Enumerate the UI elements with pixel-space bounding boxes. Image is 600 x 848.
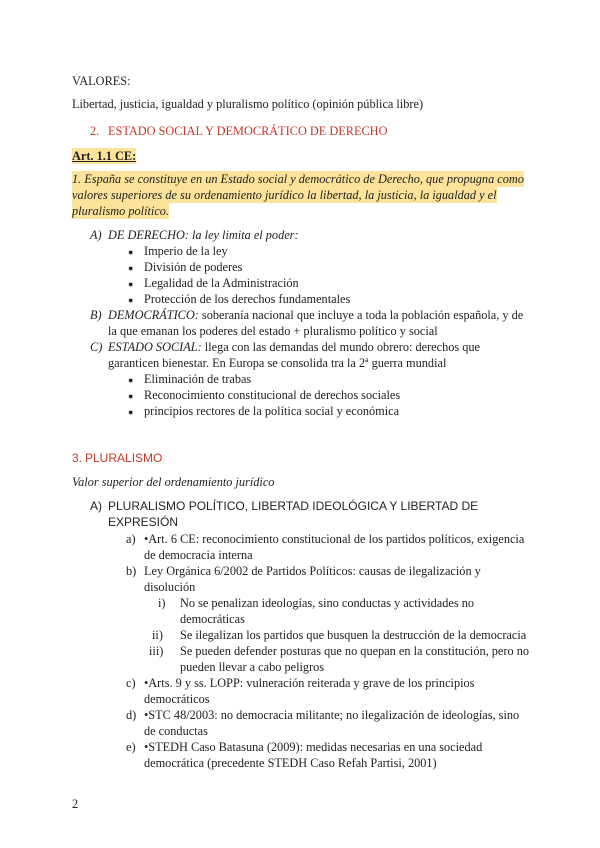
list-b-line-1 bbox=[108, 307, 523, 323]
section2-title: ESTADO SOCIAL Y DEMOCRÁTICO DE DERECHO bbox=[108, 124, 388, 138]
item-c-line-2: democráticos bbox=[144, 692, 210, 706]
roman-i-line-1: No se penalizan ideologías, sino conductas y actividades no bbox=[180, 596, 475, 610]
list-a-marker: A) bbox=[90, 228, 102, 242]
roman-i-line-2: democráticas bbox=[180, 612, 245, 626]
roman-ii-marker: ii) bbox=[152, 628, 163, 642]
section3-subtitle: Valor superior del ordenamiento jurídico bbox=[72, 475, 275, 489]
item-a-line-1: •Art. 6 CE: reconocimiento constitucional de los partidos políticos, exigencia bbox=[144, 532, 525, 546]
item-e-marker: e) bbox=[126, 740, 136, 754]
list-a-bullet-4: Protección de los derechos fundamentales bbox=[144, 292, 351, 306]
constitution-quote-line-2: valores superiores de su ordenamiento jurídico la libertad, la justicia, la igualdad y el bbox=[72, 188, 497, 202]
valores-text: Libertad, justicia, igualdad y pluralismo político (opinión pública libre) bbox=[72, 97, 424, 111]
roman-iii-marker: iii) bbox=[149, 644, 164, 658]
item-b-marker: b) bbox=[126, 564, 137, 578]
bullet-icon: ● bbox=[128, 247, 134, 257]
bullet-icon: ● bbox=[128, 375, 134, 385]
item-a-line-2: de democracia interna bbox=[144, 548, 253, 562]
bullet-icon: ● bbox=[128, 263, 134, 273]
list-c-bullet-2: Reconocimiento constitucional de derechos sociales bbox=[144, 388, 401, 402]
list-c-marker: C) bbox=[90, 340, 103, 354]
item-a-marker: a) bbox=[126, 532, 136, 546]
list-b-line-2: la que emanan los poderes del estado + pluralismo político y social bbox=[108, 324, 438, 338]
list-b-text: soberanía nacional que incluye a toda la población española, y de bbox=[198, 308, 524, 322]
pluralismo-title-line-2: EXPRESIÓN bbox=[108, 515, 179, 529]
roman-ii-line-1: Se ilegalizan los partidos que busquen la destrucción de la democracia bbox=[180, 628, 527, 642]
bullet-icon: ● bbox=[128, 279, 134, 289]
item-c-line-1: •Arts. 9 y ss. LOPP: vulneración reiterada y grave de los principios bbox=[144, 676, 475, 690]
roman-i-marker: i) bbox=[158, 596, 166, 610]
item-b-line-2: disolución bbox=[144, 580, 196, 594]
item-d-line-2: de conductas bbox=[144, 724, 208, 738]
constitution-quote-line-3: pluralismo político. bbox=[72, 204, 170, 218]
list-a-label: DE DERECHO: la ley limita el poder: bbox=[108, 228, 299, 242]
section3-number: 3. bbox=[72, 451, 83, 465]
item-b-line-1: Ley Orgánica 6/2002 de Partidos Políticos: causas de ilegalización y bbox=[144, 564, 481, 578]
item-e-line-2: democrática (precedente STEDH Caso Refah Partisi, 2001) bbox=[144, 756, 437, 770]
item-d-marker: d) bbox=[126, 708, 137, 722]
constitution-quote-line-1: 1. España se constituye en un Estado social y democrático de Derecho, que propugna como bbox=[72, 172, 524, 186]
list-b-label: DEMOCRÁTICO: bbox=[108, 308, 199, 322]
valores-heading: VALORES: bbox=[72, 74, 131, 88]
list-c-text: llega con las demandas del mundo obrero: derechos que bbox=[201, 340, 481, 354]
list-a-bullet-3: Legalidad de la Administración bbox=[144, 276, 299, 290]
page-number: 2 bbox=[72, 797, 79, 811]
bullet-icon: ● bbox=[128, 295, 134, 305]
item-d-line-1: •STC 48/2003: no democracia militante; no ilegalización de ideologías, sino bbox=[144, 708, 520, 722]
list-c-line-1 bbox=[108, 339, 480, 355]
pluralismo-marker: A) bbox=[90, 499, 102, 513]
section2-number: 2. bbox=[90, 124, 100, 138]
article-reference: Art. 1.1 CE: bbox=[72, 149, 137, 163]
list-c-bullet-3: principios rectores de la política social y económica bbox=[144, 404, 400, 418]
bullet-icon: ● bbox=[128, 407, 134, 417]
list-a-bullet-1: Imperio de la ley bbox=[144, 244, 228, 258]
roman-iii-line-2: pueden llevar a cabo peligros bbox=[180, 660, 325, 674]
bullet-icon: ● bbox=[128, 391, 134, 401]
list-a-bullet-2: División de poderes bbox=[144, 260, 243, 274]
list-c-label: ESTADO SOCIAL: bbox=[108, 340, 202, 354]
item-c-marker: c) bbox=[126, 676, 136, 690]
pluralismo-title-line-1: PLURALISMO POLÍTICO, LIBERTAD IDEOLÓGICA Y LIBERTAD DE bbox=[108, 499, 479, 513]
roman-iii-line-1: Se pueden defender posturas que no quepan en la constitución, pero no bbox=[180, 644, 529, 658]
list-c-line-2: garanticen bienestar. En Europa se consolida tra la 2ª guerra mundial bbox=[108, 356, 447, 370]
item-e-line-1: •STEDH Caso Batasuna (2009): medidas necesarias en una sociedad bbox=[144, 740, 483, 754]
list-c-bullet-1: Eliminación de trabas bbox=[144, 372, 252, 386]
list-b-marker: B) bbox=[90, 308, 102, 322]
section3-title: PLURALISMO bbox=[85, 451, 163, 465]
